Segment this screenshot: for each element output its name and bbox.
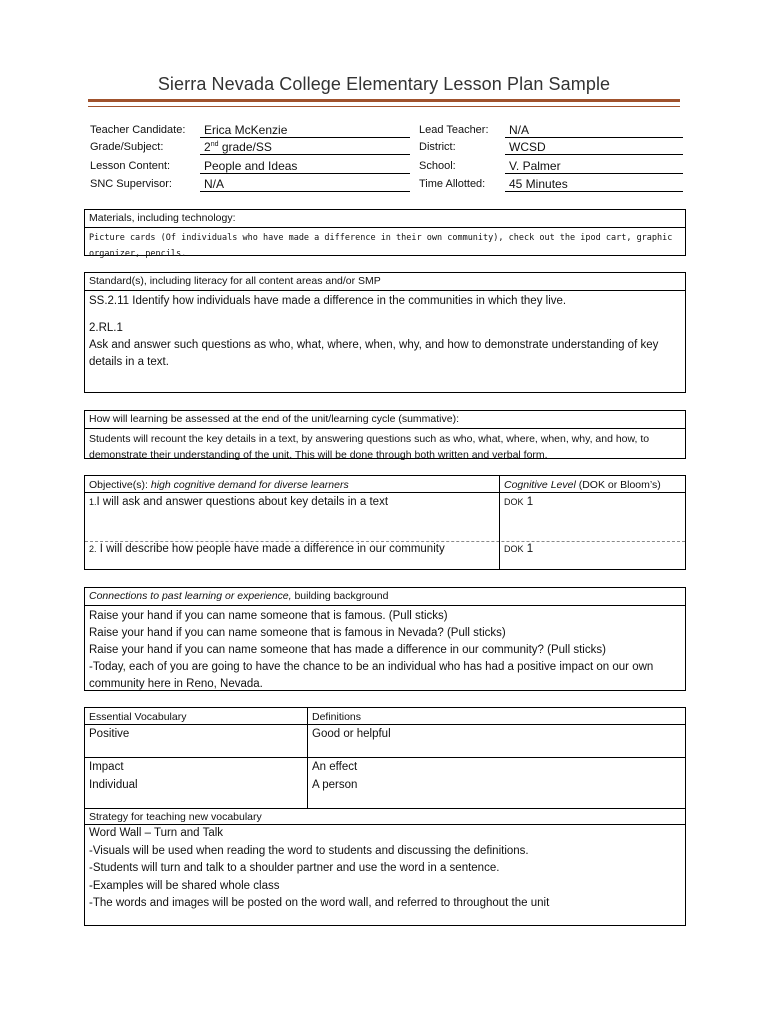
objectives-section xyxy=(84,475,686,570)
strategy-line: Word Wall – Turn and Talk xyxy=(89,827,224,839)
connection-line: Raise your hand if you can name someone that is famous in Nevada? (Pull sticks) xyxy=(89,627,506,639)
school-value: V. Palmer xyxy=(505,157,683,174)
strategy-line: -Students will turn and talk to a shoulder partner and use the word in a sentence. xyxy=(89,862,500,874)
strategy-line: -The words and images will be posted on the word wall, and referred to throughout the unit xyxy=(89,897,550,909)
objectives-header: Objective(s): high cognitive demand for diverse learners xyxy=(89,479,349,491)
vocab-definition: An effect xyxy=(312,761,358,773)
title-rule xyxy=(88,99,680,107)
connections-section xyxy=(84,587,686,691)
connection-line: -Today, each of you are going to have the chance to be an individual who has had a positive impact on our own community here in Reno, Nevada. xyxy=(89,661,654,690)
grade-number: 2 xyxy=(204,140,211,154)
connection-line: Raise your hand if you can name someone that has made a difference in our community? (Pull sticks) xyxy=(89,644,606,656)
grade-subject-text: grade/SS xyxy=(218,140,272,154)
assessment-header: How will learning be assessed at the end of the unit/learning cycle (summative): xyxy=(85,411,685,429)
materials-text: Picture cards (Of individuals who have made a difference in their own community), check out the ipod cart, graphic organizer, pencils. xyxy=(89,233,673,259)
vocab-term: Individual xyxy=(89,779,138,791)
vocabulary-section xyxy=(84,707,686,926)
grade-subject-label: Grade/Subject: xyxy=(90,141,164,153)
materials-header: Materials, including technology: xyxy=(85,210,685,228)
strategy-body xyxy=(89,825,549,913)
connections-body xyxy=(85,606,685,695)
district-label: District: xyxy=(419,141,456,153)
objective-item: 2. I will describe how people have made a difference in our community xyxy=(89,543,445,555)
lead-teacher-value: N/A xyxy=(505,121,683,138)
vocab-term: Impact xyxy=(89,761,124,773)
objective-item: 1.I will ask and answer questions about key details in a text xyxy=(89,496,389,508)
lesson-content-value: People and Ideas xyxy=(200,157,410,174)
teacher-candidate-value: Erica McKenzie xyxy=(200,121,410,138)
time-allotted-label: Time Allotted: xyxy=(419,178,486,190)
lesson-content-label: Lesson Content: xyxy=(90,160,171,172)
district-value: WCSD xyxy=(505,138,683,155)
grade-subject-value xyxy=(200,138,410,155)
assessment-section xyxy=(84,410,686,459)
strategy-header: Strategy for teaching new vocabulary xyxy=(89,811,262,823)
time-allotted-value: 45 Minutes xyxy=(505,175,683,192)
snc-supervisor-label: SNC Supervisor: xyxy=(90,178,172,190)
connections-header: Connections to past learning or experience, building background xyxy=(85,588,685,606)
materials-section xyxy=(84,209,686,259)
standards-header: Standard(s), including literacy for all content areas and/or SMP xyxy=(85,273,685,291)
standard-rl-text: Ask and answer such questions as who, what, where, when, why, and how to demonstrate understanding of key details in a text. xyxy=(89,339,659,368)
standards-body xyxy=(85,291,685,373)
strategy-line: -Examples will be shared whole class xyxy=(89,879,280,892)
lead-teacher-label: Lead Teacher: xyxy=(419,124,489,136)
standard-ss-2-11: SS.2.11 Identify how individuals have made a difference in the communities in which they live. xyxy=(89,295,567,307)
assessment-text: Students will recount the key details in a text, by answering questions such as who, what, where, when, why, and how, to demonstrate their understanding of the unit. This will be done through both written and verbal form. xyxy=(89,433,650,461)
vocab-definition: A person xyxy=(312,779,358,791)
objective-dok: DOK 1 xyxy=(504,543,534,555)
definitions-header: Definitions xyxy=(312,711,362,723)
page-title: Sierra Nevada College Elementary Lesson Plan Sample xyxy=(157,74,611,94)
teacher-candidate-label: Teacher Candidate: xyxy=(90,124,186,136)
standard-rl-code: 2.RL.1 xyxy=(89,322,123,334)
cognitive-level-header: Cognitive Level (DOK or Bloom’s) xyxy=(504,479,661,491)
connection-line: Raise your hand if you can name someone that is famous. (Pull sticks) xyxy=(89,610,448,622)
grade-ordinal: nd xyxy=(210,141,219,148)
objective-dok: DOK 1 xyxy=(504,496,534,508)
vocab-term: Positive xyxy=(89,728,130,740)
standards-section xyxy=(84,272,686,393)
strategy-line: -Visuals will be used when reading the word to students and discussing the definitions. xyxy=(89,844,529,857)
vocab-header: Essential Vocabulary xyxy=(89,711,187,723)
snc-supervisor-value: N/A xyxy=(200,175,410,192)
vocab-definition: Good or helpful xyxy=(312,728,391,740)
school-label: School: xyxy=(419,160,456,172)
